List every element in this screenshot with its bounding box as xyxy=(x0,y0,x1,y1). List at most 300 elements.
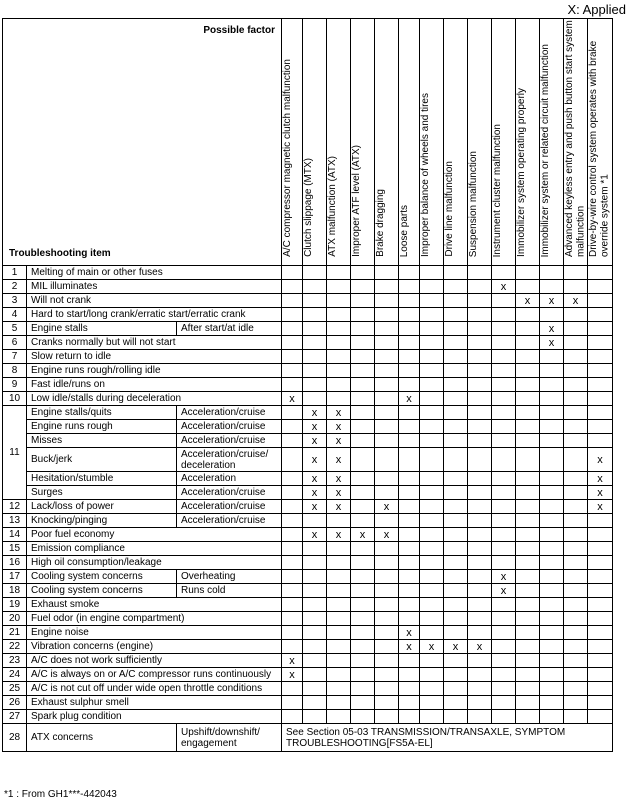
empty-cell xyxy=(540,406,564,420)
empty-cell xyxy=(375,584,399,598)
empty-cell xyxy=(444,612,468,626)
empty-cell xyxy=(303,654,327,668)
row-number: 17 xyxy=(3,570,27,584)
empty-cell xyxy=(492,322,516,336)
row-number: 2 xyxy=(3,280,27,294)
empty-cell xyxy=(327,598,351,612)
empty-cell xyxy=(303,668,327,682)
applied-mark: x xyxy=(303,500,327,514)
troubleshooting-item: A/C is not cut off under wide open throttle conditions xyxy=(27,682,282,696)
applied-mark: x xyxy=(303,448,327,472)
factor-header xyxy=(564,19,588,266)
empty-cell xyxy=(516,486,540,500)
table-row xyxy=(3,668,613,682)
empty-cell xyxy=(540,500,564,514)
empty-cell xyxy=(303,612,327,626)
empty-cell xyxy=(303,350,327,364)
empty-cell xyxy=(564,486,588,500)
condition: Acceleration/cruise xyxy=(177,514,282,528)
empty-cell xyxy=(564,308,588,322)
troubleshooting-item: ATX concerns xyxy=(27,724,177,752)
empty-cell xyxy=(282,280,303,294)
empty-cell xyxy=(420,294,444,308)
table-header-row xyxy=(3,19,613,266)
empty-cell xyxy=(516,406,540,420)
empty-cell xyxy=(351,696,375,710)
empty-cell xyxy=(375,322,399,336)
applied-mark: x xyxy=(588,486,613,500)
empty-cell xyxy=(444,392,468,406)
empty-cell xyxy=(564,472,588,486)
empty-cell xyxy=(540,598,564,612)
applied-mark: x xyxy=(588,448,613,472)
row-number: 12 xyxy=(3,500,27,514)
empty-cell xyxy=(282,322,303,336)
empty-cell xyxy=(564,392,588,406)
empty-cell xyxy=(420,528,444,542)
empty-cell xyxy=(564,570,588,584)
empty-cell xyxy=(375,434,399,448)
empty-cell xyxy=(375,710,399,724)
empty-cell xyxy=(540,514,564,528)
condition: Upshift/downshift/ engagement xyxy=(177,724,282,752)
empty-cell xyxy=(444,378,468,392)
empty-cell xyxy=(564,696,588,710)
empty-cell xyxy=(327,682,351,696)
factor-header xyxy=(444,19,468,266)
empty-cell xyxy=(468,472,492,486)
empty-cell xyxy=(375,696,399,710)
empty-cell xyxy=(327,584,351,598)
empty-cell xyxy=(492,350,516,364)
empty-cell xyxy=(375,406,399,420)
troubleshooting-item: A/C does not work sufficiently xyxy=(27,654,282,668)
empty-cell xyxy=(282,584,303,598)
empty-cell xyxy=(468,434,492,448)
legend: X: Applied xyxy=(567,2,626,17)
empty-cell xyxy=(564,654,588,668)
row-number: 28 xyxy=(3,724,27,752)
empty-cell xyxy=(351,350,375,364)
empty-cell xyxy=(420,266,444,280)
empty-cell xyxy=(492,308,516,322)
empty-cell xyxy=(351,448,375,472)
table-row xyxy=(3,654,613,668)
empty-cell xyxy=(420,486,444,500)
empty-cell xyxy=(564,322,588,336)
empty-cell xyxy=(588,682,613,696)
empty-cell xyxy=(351,406,375,420)
applied-mark: x xyxy=(588,500,613,514)
empty-cell xyxy=(492,378,516,392)
empty-cell xyxy=(375,654,399,668)
empty-cell xyxy=(468,280,492,294)
table-row xyxy=(3,598,613,612)
row-number: 22 xyxy=(3,640,27,654)
empty-cell xyxy=(444,420,468,434)
table-row xyxy=(3,710,613,724)
empty-cell xyxy=(282,448,303,472)
empty-cell xyxy=(444,322,468,336)
table-row xyxy=(3,392,613,406)
row-number: 25 xyxy=(3,682,27,696)
empty-cell xyxy=(303,392,327,406)
troubleshooting-item: Engine stalls/quits xyxy=(27,406,177,420)
factor-label: Brake dragging xyxy=(375,189,387,257)
empty-cell xyxy=(564,378,588,392)
table-row xyxy=(3,294,613,308)
empty-cell xyxy=(564,266,588,280)
empty-cell xyxy=(540,612,564,626)
empty-cell xyxy=(282,556,303,570)
troubleshooting-item: High oil consumption/leakage xyxy=(27,556,282,570)
empty-cell xyxy=(492,500,516,514)
factor-header xyxy=(303,19,327,266)
empty-cell xyxy=(564,364,588,378)
empty-cell xyxy=(375,472,399,486)
troubleshooting-item: Cooling system concerns xyxy=(27,570,177,584)
empty-cell xyxy=(588,668,613,682)
factor-header xyxy=(540,19,564,266)
empty-cell xyxy=(492,406,516,420)
empty-cell xyxy=(375,640,399,654)
empty-cell xyxy=(468,392,492,406)
empty-cell xyxy=(588,266,613,280)
row-number: 1 xyxy=(3,266,27,280)
empty-cell xyxy=(420,598,444,612)
row-number: 15 xyxy=(3,542,27,556)
empty-cell xyxy=(492,514,516,528)
empty-cell xyxy=(282,486,303,500)
row-number: 26 xyxy=(3,696,27,710)
empty-cell xyxy=(468,406,492,420)
table-row xyxy=(3,378,613,392)
empty-cell xyxy=(588,640,613,654)
empty-cell xyxy=(327,654,351,668)
empty-cell xyxy=(564,584,588,598)
empty-cell xyxy=(399,350,420,364)
empty-cell xyxy=(540,542,564,556)
empty-cell xyxy=(516,640,540,654)
applied-mark: x xyxy=(540,336,564,350)
applied-mark: x xyxy=(327,500,351,514)
applied-mark: x xyxy=(327,486,351,500)
applied-mark: x xyxy=(282,392,303,406)
factor-label: Immobilizer system operating properly xyxy=(516,88,528,257)
empty-cell xyxy=(444,626,468,640)
empty-cell xyxy=(516,434,540,448)
empty-cell xyxy=(420,280,444,294)
empty-cell xyxy=(468,528,492,542)
empty-cell xyxy=(468,364,492,378)
empty-cell xyxy=(303,364,327,378)
table-row xyxy=(3,626,613,640)
empty-cell xyxy=(375,280,399,294)
empty-cell xyxy=(351,308,375,322)
table-row xyxy=(3,542,613,556)
empty-cell xyxy=(399,406,420,420)
empty-cell xyxy=(282,528,303,542)
empty-cell xyxy=(375,682,399,696)
empty-cell xyxy=(588,378,613,392)
empty-cell xyxy=(375,266,399,280)
empty-cell xyxy=(420,570,444,584)
row-number: 20 xyxy=(3,612,27,626)
empty-cell xyxy=(516,668,540,682)
empty-cell xyxy=(351,584,375,598)
empty-cell xyxy=(540,378,564,392)
empty-cell xyxy=(516,322,540,336)
empty-cell xyxy=(399,682,420,696)
troubleshooting-item: Emission compliance xyxy=(27,542,282,556)
empty-cell xyxy=(492,696,516,710)
empty-cell xyxy=(399,434,420,448)
empty-cell xyxy=(282,640,303,654)
empty-cell xyxy=(588,598,613,612)
empty-cell xyxy=(375,336,399,350)
table-row xyxy=(3,406,613,420)
empty-cell xyxy=(282,500,303,514)
empty-cell xyxy=(444,542,468,556)
empty-cell xyxy=(282,696,303,710)
empty-cell xyxy=(564,598,588,612)
applied-mark: x xyxy=(492,280,516,294)
empty-cell xyxy=(282,336,303,350)
empty-cell xyxy=(516,612,540,626)
empty-cell xyxy=(327,612,351,626)
empty-cell xyxy=(540,350,564,364)
row-number: 6 xyxy=(3,336,27,350)
empty-cell xyxy=(516,570,540,584)
troubleshooting-item: A/C is always on or A/C compressor runs continuously xyxy=(27,668,282,682)
row-number: 13 xyxy=(3,514,27,528)
empty-cell xyxy=(468,294,492,308)
empty-cell xyxy=(303,378,327,392)
empty-cell xyxy=(399,696,420,710)
empty-cell xyxy=(468,486,492,500)
empty-cell xyxy=(399,500,420,514)
table-row xyxy=(3,336,613,350)
applied-mark: x xyxy=(399,640,420,654)
factor-label: Clutch slippage (MTX) xyxy=(303,158,315,257)
empty-cell xyxy=(327,308,351,322)
empty-cell xyxy=(564,682,588,696)
empty-cell xyxy=(516,710,540,724)
empty-cell xyxy=(375,308,399,322)
empty-cell xyxy=(516,350,540,364)
empty-cell xyxy=(516,266,540,280)
table-row xyxy=(3,640,613,654)
factor-header xyxy=(420,19,444,266)
empty-cell xyxy=(564,434,588,448)
row-number: 14 xyxy=(3,528,27,542)
empty-cell xyxy=(492,654,516,668)
table-row xyxy=(3,696,613,710)
empty-cell xyxy=(282,420,303,434)
empty-cell xyxy=(444,280,468,294)
applied-mark: x xyxy=(399,626,420,640)
empty-cell xyxy=(282,308,303,322)
empty-cell xyxy=(444,654,468,668)
troubleshooting-item: Fast idle/runs on xyxy=(27,378,282,392)
empty-cell xyxy=(327,556,351,570)
empty-cell xyxy=(516,528,540,542)
empty-cell xyxy=(399,308,420,322)
empty-cell xyxy=(399,378,420,392)
empty-cell xyxy=(351,336,375,350)
empty-cell xyxy=(444,350,468,364)
empty-cell xyxy=(468,420,492,434)
empty-cell xyxy=(399,486,420,500)
empty-cell xyxy=(351,420,375,434)
empty-cell xyxy=(327,668,351,682)
empty-cell xyxy=(588,434,613,448)
applied-mark: x xyxy=(303,528,327,542)
empty-cell xyxy=(444,364,468,378)
troubleshooting-item-label: Troubleshooting item xyxy=(9,248,111,259)
empty-cell xyxy=(516,472,540,486)
empty-cell xyxy=(351,364,375,378)
row-number: 18 xyxy=(3,584,27,598)
row-number: 11 xyxy=(3,406,27,500)
troubleshooting-item: Melting of main or other fuses xyxy=(27,266,282,280)
row-number: 3 xyxy=(3,294,27,308)
empty-cell xyxy=(327,322,351,336)
empty-cell xyxy=(468,556,492,570)
empty-cell xyxy=(327,336,351,350)
empty-cell xyxy=(516,420,540,434)
empty-cell xyxy=(564,350,588,364)
empty-cell xyxy=(303,322,327,336)
empty-cell xyxy=(492,448,516,472)
empty-cell xyxy=(516,448,540,472)
empty-cell xyxy=(492,336,516,350)
troubleshooting-item: Lack/loss of power xyxy=(27,500,177,514)
factor-header xyxy=(375,19,399,266)
empty-cell xyxy=(303,682,327,696)
empty-cell xyxy=(303,556,327,570)
empty-cell xyxy=(351,434,375,448)
empty-cell xyxy=(444,514,468,528)
empty-cell xyxy=(327,640,351,654)
empty-cell xyxy=(444,308,468,322)
troubleshooting-item: Slow return to idle xyxy=(27,350,282,364)
row-number: 5 xyxy=(3,322,27,336)
empty-cell xyxy=(399,364,420,378)
empty-cell xyxy=(420,434,444,448)
empty-cell xyxy=(303,542,327,556)
empty-cell xyxy=(375,364,399,378)
empty-cell xyxy=(492,528,516,542)
empty-cell xyxy=(516,584,540,598)
empty-cell xyxy=(564,710,588,724)
empty-cell xyxy=(303,710,327,724)
empty-cell xyxy=(468,266,492,280)
empty-cell xyxy=(399,280,420,294)
empty-cell xyxy=(492,612,516,626)
table-row xyxy=(3,612,613,626)
troubleshooting-item: Knocking/pinging xyxy=(27,514,177,528)
troubleshooting-table xyxy=(2,18,613,752)
table-row xyxy=(3,682,613,696)
factor-label: Instrument cluster malfunction xyxy=(492,123,504,257)
troubleshooting-item: Exhaust sulphur smell xyxy=(27,696,282,710)
empty-cell xyxy=(444,266,468,280)
troubleshooting-item: Engine runs rough/rolling idle xyxy=(27,364,282,378)
table-row xyxy=(3,350,613,364)
empty-cell xyxy=(327,710,351,724)
applied-mark: x xyxy=(516,294,540,308)
condition: Acceleration xyxy=(177,472,282,486)
empty-cell xyxy=(420,682,444,696)
empty-cell xyxy=(351,378,375,392)
empty-cell xyxy=(420,696,444,710)
applied-mark: x xyxy=(327,406,351,420)
table-row xyxy=(3,448,613,472)
empty-cell xyxy=(492,682,516,696)
empty-cell xyxy=(375,420,399,434)
empty-cell xyxy=(399,584,420,598)
empty-cell xyxy=(492,486,516,500)
empty-cell xyxy=(468,710,492,724)
table-row xyxy=(3,486,613,500)
empty-cell xyxy=(399,336,420,350)
empty-cell xyxy=(282,710,303,724)
table-row xyxy=(3,364,613,378)
empty-cell xyxy=(351,640,375,654)
empty-cell xyxy=(375,556,399,570)
empty-cell xyxy=(399,472,420,486)
empty-cell xyxy=(588,308,613,322)
empty-cell xyxy=(351,392,375,406)
empty-cell xyxy=(540,528,564,542)
factor-header xyxy=(588,19,613,266)
empty-cell xyxy=(282,626,303,640)
empty-cell xyxy=(351,710,375,724)
empty-cell xyxy=(399,322,420,336)
empty-cell xyxy=(282,682,303,696)
empty-cell xyxy=(588,654,613,668)
empty-cell xyxy=(444,336,468,350)
factor-label: Drive-by-wire control system operates with brake override system *1 xyxy=(588,40,611,257)
empty-cell xyxy=(351,500,375,514)
empty-cell xyxy=(468,626,492,640)
empty-cell xyxy=(282,434,303,448)
applied-mark: x xyxy=(492,584,516,598)
empty-cell xyxy=(492,598,516,612)
troubleshooting-item: Will not crank xyxy=(27,294,282,308)
empty-cell xyxy=(420,556,444,570)
empty-cell xyxy=(564,336,588,350)
condition: Acceleration/cruise xyxy=(177,434,282,448)
empty-cell xyxy=(420,378,444,392)
empty-cell xyxy=(420,612,444,626)
empty-cell xyxy=(588,710,613,724)
table-row xyxy=(3,528,613,542)
empty-cell xyxy=(327,364,351,378)
empty-cell xyxy=(420,500,444,514)
empty-cell xyxy=(420,710,444,724)
table-row xyxy=(3,434,613,448)
empty-cell xyxy=(468,322,492,336)
empty-cell xyxy=(492,626,516,640)
empty-cell xyxy=(399,514,420,528)
empty-cell xyxy=(399,598,420,612)
empty-cell xyxy=(468,308,492,322)
empty-cell xyxy=(468,584,492,598)
empty-cell xyxy=(492,472,516,486)
empty-cell xyxy=(375,294,399,308)
